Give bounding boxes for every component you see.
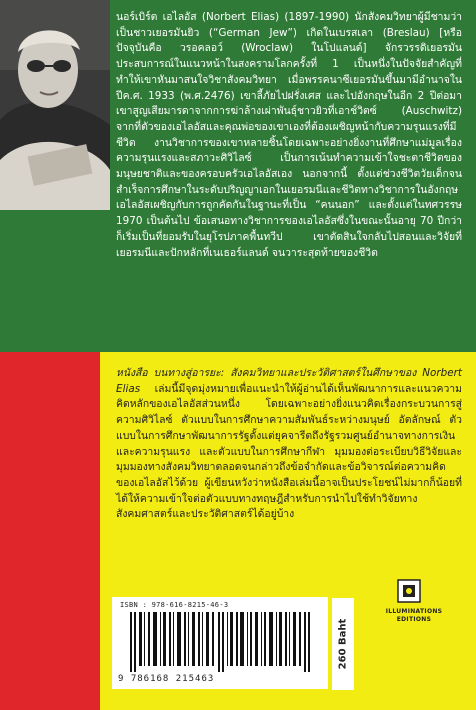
author-photo bbox=[0, 0, 110, 210]
price-tag bbox=[332, 598, 354, 690]
red-panel bbox=[0, 352, 100, 710]
book-description bbox=[116, 366, 462, 523]
price-label: 260 Baht bbox=[337, 618, 349, 670]
publisher-name-line2: EDITIONS bbox=[396, 616, 432, 623]
book-title-reference: หนังสือ บนทางสู่อารยะ: สังคมวิทยาและประวัติศาสตร์ในศึกษาของ Norbert Elias bbox=[116, 367, 462, 395]
barcode-bars bbox=[130, 612, 312, 672]
isbn-label: ISBN : 978-616-8215-46-3 bbox=[120, 601, 229, 609]
publisher-logo-icon bbox=[396, 578, 422, 604]
publisher-name-line1: ILLUMINATIONS bbox=[385, 608, 443, 615]
book-description-text: เล่มนี้มีจุดมุ่งหมายเพื่อแนะนำให้ผู้อ่านได้เห็นพัฒนาการและแนวความคิดหลักของเอไลอัสส่วนหนึ่ง โดยเฉพาะอย่างยิ่งแนวคิดเรื่องกระบวนการสู่ความศิวิไลซ์ ตัวแบบในการศึกษาความสัมพันธ์ระหว่างมนุษย์ อัตลักษณ์ ตัวแบบในการศึกษาพัฒนาการรัฐตั้งแต่ยุคจารีตถึงรัฐรวมศูนย์อำนาจทางการเงินและความรุนแรง และตัวแบบในการศึกษากีฬา มุมมองต่อระเบียบวิธีวิจัยและมุมมองทางสังคมวิทยาตลอดจนกล่าวถึงข้อจำกัดและข้อวิจารณ์ต่อความคิดของเอไลอัสไว้ด้วย ผู้เขียนหวังว่าหนังสือเล่มนี้อาจเป็นประโยชน์ไม่มากก็น้อยที่ได้ให้ความเข้าใจต่อตัวแบบทางทฤษฎีสำหรับการนำไปใช้ทำวิจัยทางสังคมศาสตร์และประวัติศาสตร์ได้อยู่บ้าง bbox=[116, 382, 462, 521]
barcode bbox=[112, 597, 328, 689]
barcode-number: 9 786168 215463 bbox=[118, 674, 215, 684]
author-biography: นอร์เบิร์ต เอไลอัส (Norbert Elias) (1897-1990) นักสังคมวิทยาผู้มีชามว่าเป็นชาวเยอรมันยิว (“German Jew”) เกิดในเบรสเลา (Breslau) [หรือปัจจุบันคือ วรอคลอว์ (Wroclaw) ในโปแลนด์] จักรวรรดิเยอรมัน ประสบการณ์ในแนวหน้าในสงครามโลกครั้งที่ 1 เป็นหนึ่งในปัจจัยสำคัญที่ทำให้เขาหันมาสนใจวิชาสังคมวิทยา เมื่อพรรคนาซีเยอรมันขึ้นมามีอำนาจในปีค.ศ. 1933 (พ.ศ.2476) เขาลี้ภัยไปฝรั่งเศส และไปอังกฤษในอีก 2 ปีต่อมา เขาสูญเสียมารดาจากการฆ่าล้างเผ่าพันธุ์ชาวยิวที่เอาช์วิตซ์ (Auschwitz) จากที่ตัวของเอไลอัสและคุณพ่อของเขาเองที่ต้องเผชิญหน้ากับความรุนแรงที่มีชีวิต งานวิชาการของเขาหลายชิ้นโดยเฉพาะอย่างยิ่งงานที่ศึกษาแม่มูลเรื่องความรุนแรงและสภาวะศิวิไลซ์ เป็นการเน้นทำความเข้าใจชะตาชีวิตของมนุษยชาติและของครอบครัวเอไลอัสเอง นอกจากนี้ ตั้งแต่ช่วงชีวิตวัยเด็กจนสำเร็จการศึกษาในระดับปริญญาเอกในเยอรมนีและชีวิตทางวิชาการในอังกฤษ เอไลอัสเผชิญกับการถูกคัดกันในฐานะที่เป็น “คนนอก” และตั้งแต่ในทศวรรษ 1970 เป็นต้นไป ข้อเสนอทางวิชาการของเอไลอัสซึ่งในขณะนั้นอายุ 70 ปีกว่า ก็เริ่มเป็นที่ยอมรับในยุโรปภาคพื้นทวีป เขาตัดสินใจกลับไปสอนและวิจัยที่เยอรมนีและปักหลักที่เนเธอร์แลนด์ จนวาระสุดท้ายของชีวิต bbox=[116, 11, 462, 259]
publisher-name bbox=[372, 608, 456, 624]
